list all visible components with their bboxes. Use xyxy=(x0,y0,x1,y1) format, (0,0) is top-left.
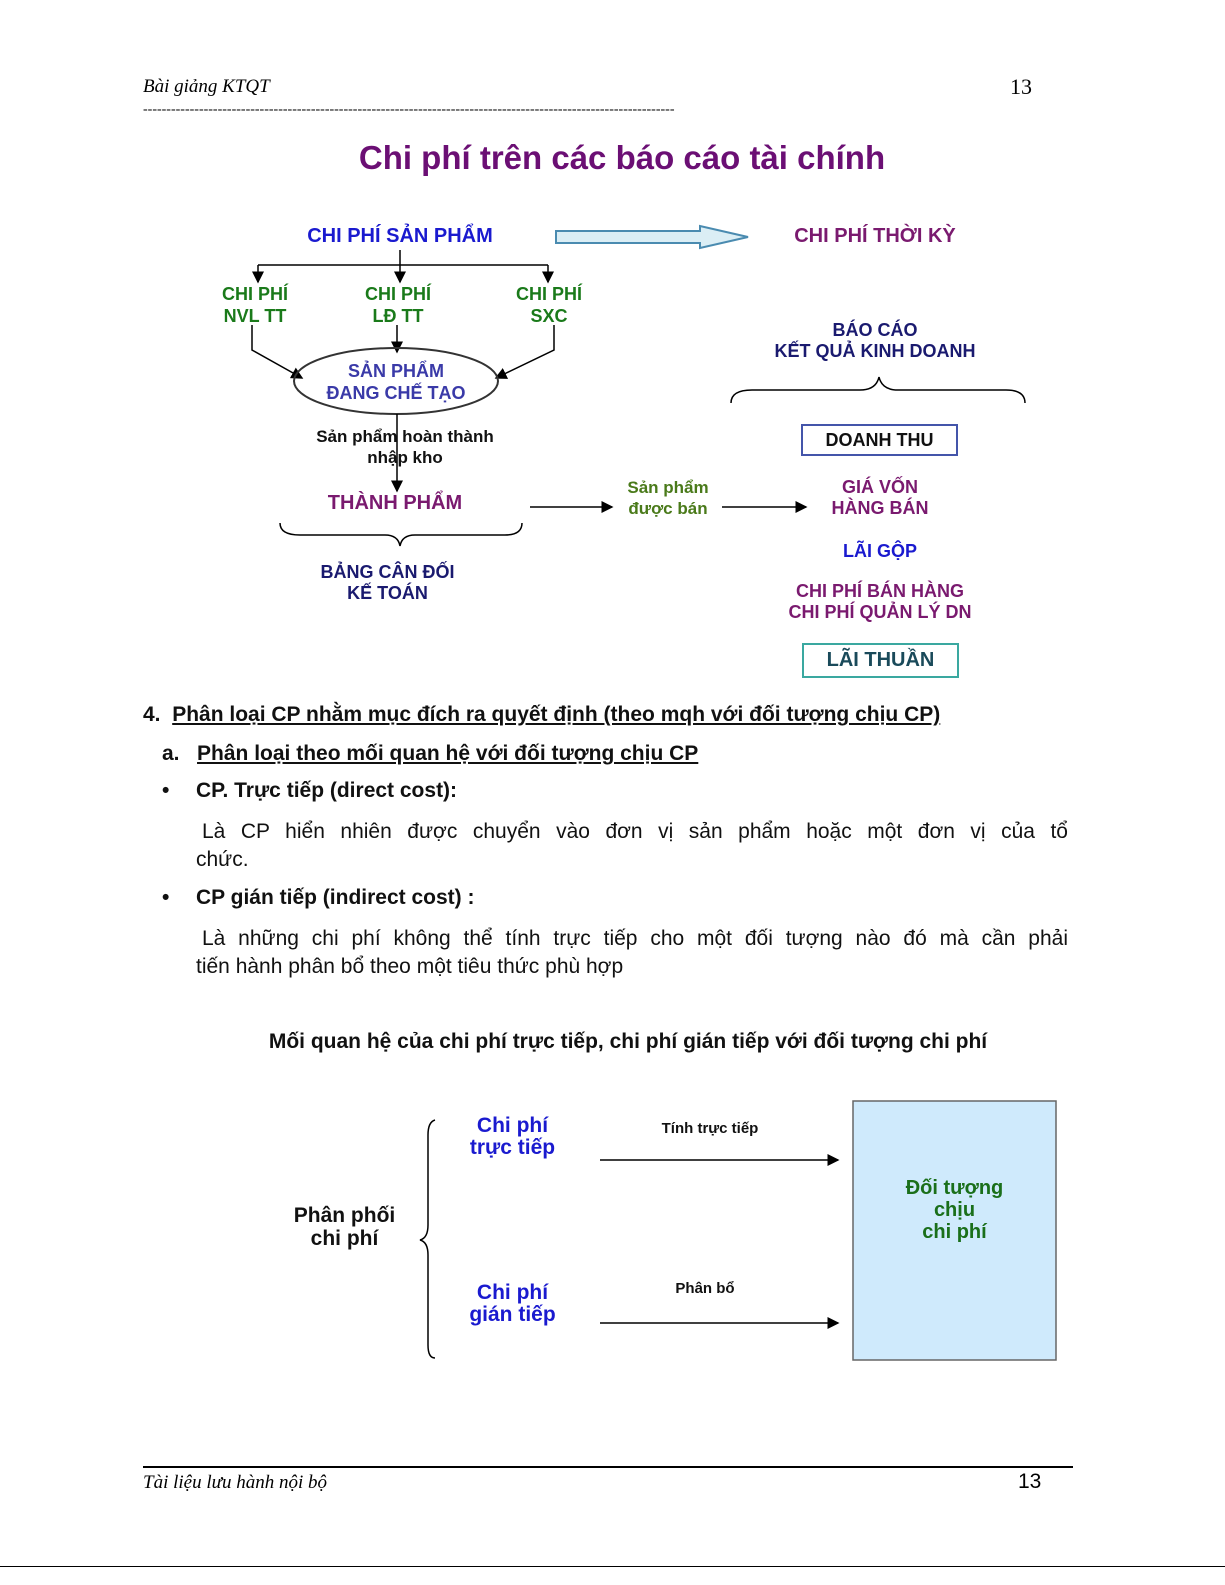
direct-cost-label: Chi phí trực tiếp xyxy=(469,1114,556,1159)
direct-arrow-label: Tính trực tiếp xyxy=(661,1120,759,1137)
header-title: Bài giảng KTQT xyxy=(143,76,270,97)
sxc-cost: CHI PHÍ SXC xyxy=(515,284,582,326)
period-cost-label: CHI PHÍ THỜI KỲ xyxy=(794,225,956,247)
figure1-title: Chi phí trên các báo cáo tài chính xyxy=(358,139,886,176)
sold-label: Sản phẩm được bán xyxy=(627,478,709,518)
product-cost-label: CHI PHÍ SẢN PHẨM xyxy=(307,225,493,247)
cogs-label: GIÁ VỐN HÀNG BÁN xyxy=(831,477,929,518)
section-4-heading: 4. Phân loại CP nhằm mục đích ra quyết định (theo mqh với đối tượng chịu CP) xyxy=(143,703,941,726)
wip-label: SẢN PHẨM ĐANG CHẾ TẠO xyxy=(326,361,466,403)
bullet-indirect-cost: • CP gián tiếp (indirect cost) : xyxy=(162,886,475,909)
header-page-number: 13 xyxy=(1010,74,1032,99)
cost-object-label: Đối tượng chịu chi phí xyxy=(905,1177,1004,1243)
gross-profit-label: LÃI GỘP xyxy=(842,541,917,561)
net-profit-box: LÃI THUẦN xyxy=(802,643,959,678)
footer-title: Tài liệu lưu hành nội bộ xyxy=(143,1472,328,1493)
bullet-direct-cost: • CP. Trực tiếp (direct cost): xyxy=(162,779,458,802)
indirect-arrow-label: Phân bổ xyxy=(675,1280,735,1297)
balance-sheet-label: BẢNG CÂN ĐỐI KẾ TOÁN xyxy=(320,562,455,603)
ld-cost: CHI PHÍ LĐ TT xyxy=(364,284,431,326)
allocation-label: Phân phối chi phí xyxy=(293,1204,396,1250)
header-rule: ------------------------------------------------------------------------------------------------------------------ xyxy=(143,102,675,117)
bottom-edge-rule xyxy=(0,1566,1225,1567)
indirect-cost-definition: Là những chi phí không thể tính trực tiếp cho một đối tượng nào đó mà cần phải tiến hành phân bổ theo một tiêu thức phù hợp xyxy=(196,927,1068,978)
footer-rule xyxy=(143,1466,1073,1468)
operating-expenses-label: CHI PHÍ BÁN HÀNG CHI PHÍ QUẢN LÝ DN xyxy=(788,581,972,622)
nvl-cost: CHI PHÍ NVL TT xyxy=(221,284,288,326)
finished-goods-label: THÀNH PHẨM xyxy=(327,492,463,514)
indirect-cost-label: Chi phí gián tiếp xyxy=(469,1281,556,1326)
finished-transfer-label: Sản phẩm hoàn thành nhập kho xyxy=(316,427,494,467)
section-a-heading: a. Phân loại theo mối quan hệ với đối tượng chịu CP xyxy=(162,742,699,765)
revenue-box: DOANH THU xyxy=(801,424,958,456)
allocation-brace xyxy=(420,1120,435,1358)
footer-page-number: 13 xyxy=(1018,1470,1042,1493)
figure2-caption: Mối quan hệ của chi phí trực tiếp, chi phí gián tiếp với đối tượng chi phí xyxy=(268,1030,988,1053)
direct-cost-definition: Là CP hiển nhiên được chuyển vào đơn vị sản phẩm hoặc một đơn vị của tổ chức. xyxy=(196,820,1068,871)
income-statement-label: BÁO CÁO KẾT QUẢ KINH DOANH xyxy=(774,320,976,361)
